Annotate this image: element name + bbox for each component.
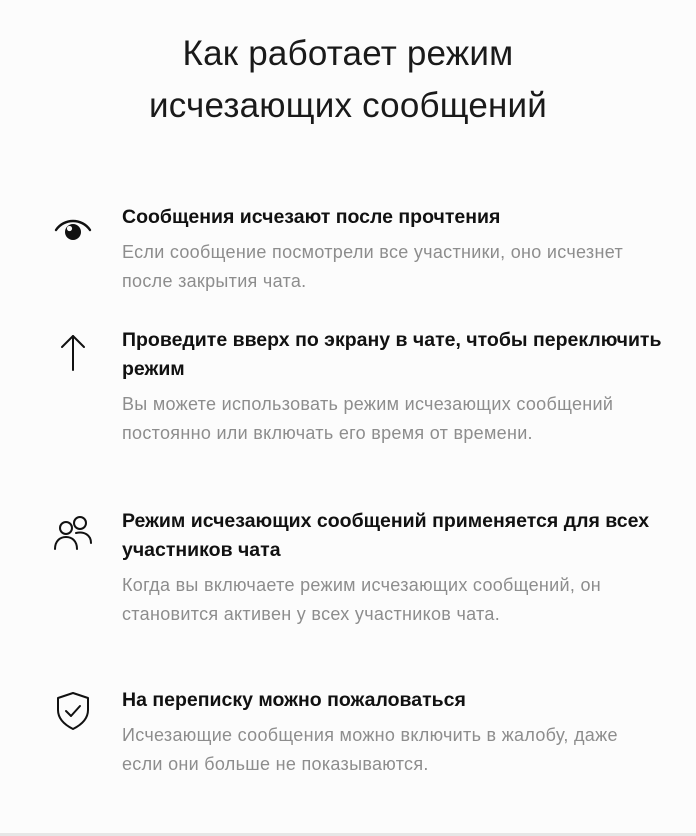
page-title-line-2: исчезающих сообщений [148, 86, 548, 125]
feature-description: Когда вы включаете режим исчезающих сообщений, он становится активен у всех участников чата. [122, 575, 601, 624]
feature-description: Если сообщение посмотрели все участники, оно исчезнет после закрытия чата. [122, 242, 623, 291]
feature-heading: Режим исчезающих сообщений применяется для всех участников чата [122, 510, 650, 561]
feature-description: Исчезающие сообщения можно включить в жалобу, даже если они больше не показываются. [122, 725, 618, 774]
arrow-up-icon [52, 332, 94, 374]
feature-description: Вы можете использовать режим исчезающих сообщений постоянно или включать его время от времени. [122, 394, 614, 443]
shield-check-icon [52, 690, 94, 732]
page-title-line-1: Как работает режим [182, 34, 514, 73]
eye-icon [52, 209, 94, 251]
feature-heading: Сообщения исчезают после прочтения [122, 206, 501, 228]
page-title [0, 28, 696, 132]
feature-heading: Проведите вверх по экрану в чате, чтобы переключить режим [122, 329, 662, 380]
feature-heading: На переписку можно пожаловаться [122, 689, 466, 711]
people-icon [52, 513, 94, 555]
